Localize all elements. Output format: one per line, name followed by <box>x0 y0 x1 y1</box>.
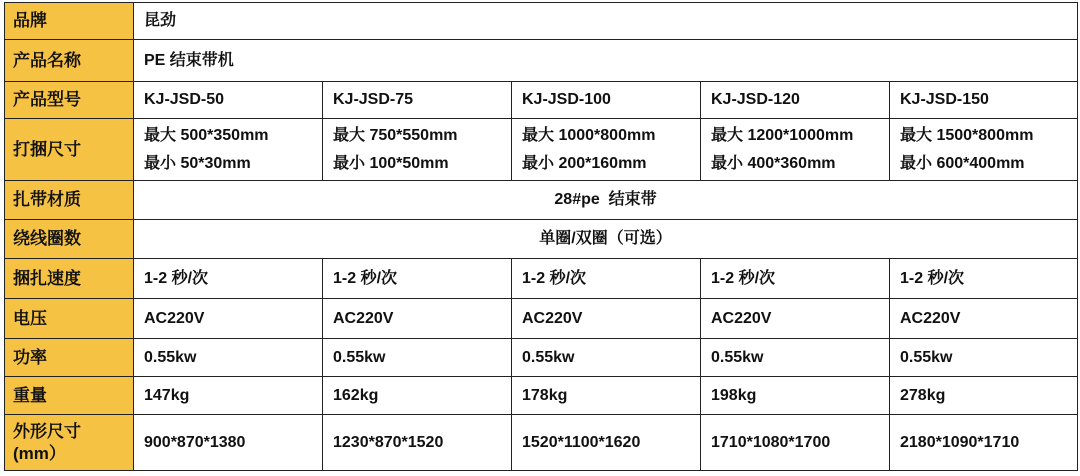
bundle-size-max: 最大 1200*1000mm <box>711 126 854 144</box>
label-speed: 捆扎速度 <box>5 259 134 299</box>
bundle-size-max: 最大 1000*800mm <box>522 126 656 144</box>
model-cell: KJ-JSD-50 <box>134 82 323 119</box>
bundle-size-max: 最大 500*350mm <box>144 126 269 144</box>
power-cell: 0.55kw <box>890 339 1078 377</box>
row-dimensions <box>5 415 1078 471</box>
label-dimensions-line1: 外形尺寸 <box>13 421 81 441</box>
dimensions-cell: 1520*1100*1620 <box>512 415 701 471</box>
weight-cell: 162kg <box>323 377 512 415</box>
power-cell: 0.55kw <box>512 339 701 377</box>
row-product-name <box>5 40 1078 82</box>
speed-cell: 1-2 秒/次 <box>134 259 323 299</box>
voltage-cell: AC220V <box>890 299 1078 339</box>
row-brand <box>5 3 1078 40</box>
voltage-cell: AC220V <box>323 299 512 339</box>
row-model <box>5 82 1078 119</box>
bundle-size-cell <box>512 119 701 181</box>
value-wraps: 单圈/双圈（可选） <box>134 220 1078 259</box>
voltage-cell: AC220V <box>701 299 890 339</box>
weight-cell: 278kg <box>890 377 1078 415</box>
label-model: 产品型号 <box>5 82 134 119</box>
dimensions-cell: 1710*1080*1700 <box>701 415 890 471</box>
row-strap-material <box>5 181 1078 220</box>
label-bundle-size: 打捆尺寸 <box>5 119 134 181</box>
power-cell: 0.55kw <box>701 339 890 377</box>
label-brand: 品牌 <box>5 3 134 40</box>
row-voltage <box>5 299 1078 339</box>
spec-table <box>4 2 1078 471</box>
power-cell: 0.55kw <box>323 339 512 377</box>
label-dimensions <box>5 415 134 471</box>
label-voltage: 电压 <box>5 299 134 339</box>
label-strap-material: 扎带材质 <box>5 181 134 220</box>
bundle-size-min: 最小 200*160mm <box>522 154 647 172</box>
bundle-size-min: 最小 50*30mm <box>144 154 251 172</box>
dimensions-cell: 2180*1090*1710 <box>890 415 1078 471</box>
model-cell: KJ-JSD-150 <box>890 82 1078 119</box>
model-cell: KJ-JSD-100 <box>512 82 701 119</box>
voltage-cell: AC220V <box>512 299 701 339</box>
bundle-size-cell <box>323 119 512 181</box>
bundle-size-max: 最大 1500*800mm <box>900 126 1034 144</box>
voltage-cell: AC220V <box>134 299 323 339</box>
speed-cell: 1-2 秒/次 <box>701 259 890 299</box>
dimensions-cell: 1230*870*1520 <box>323 415 512 471</box>
value-brand: 昆劲 <box>134 3 1078 40</box>
value-product-name: PE 结束带机 <box>134 40 1078 82</box>
bundle-size-cell <box>890 119 1078 181</box>
row-bundle-size <box>5 119 1078 181</box>
bundle-size-min: 最小 100*50mm <box>333 154 449 172</box>
model-cell: KJ-JSD-120 <box>701 82 890 119</box>
weight-cell: 147kg <box>134 377 323 415</box>
row-weight <box>5 377 1078 415</box>
label-product-name: 产品名称 <box>5 40 134 82</box>
label-power: 功率 <box>5 339 134 377</box>
row-power <box>5 339 1078 377</box>
row-speed <box>5 259 1078 299</box>
weight-cell: 198kg <box>701 377 890 415</box>
value-strap-material: 28#pe 结束带 <box>134 181 1078 220</box>
bundle-size-cell <box>134 119 323 181</box>
label-dimensions-line2: (mm） <box>13 443 66 463</box>
speed-cell: 1-2 秒/次 <box>890 259 1078 299</box>
label-wraps: 绕线圈数 <box>5 220 134 259</box>
speed-cell: 1-2 秒/次 <box>512 259 701 299</box>
power-cell: 0.55kw <box>134 339 323 377</box>
bundle-size-min: 最小 600*400mm <box>900 154 1025 172</box>
row-wraps <box>5 220 1078 259</box>
bundle-size-cell <box>701 119 890 181</box>
speed-cell: 1-2 秒/次 <box>323 259 512 299</box>
weight-cell: 178kg <box>512 377 701 415</box>
dimensions-cell: 900*870*1380 <box>134 415 323 471</box>
bundle-size-min: 最小 400*360mm <box>711 154 836 172</box>
model-cell: KJ-JSD-75 <box>323 82 512 119</box>
label-weight: 重量 <box>5 377 134 415</box>
bundle-size-max: 最大 750*550mm <box>333 126 458 144</box>
